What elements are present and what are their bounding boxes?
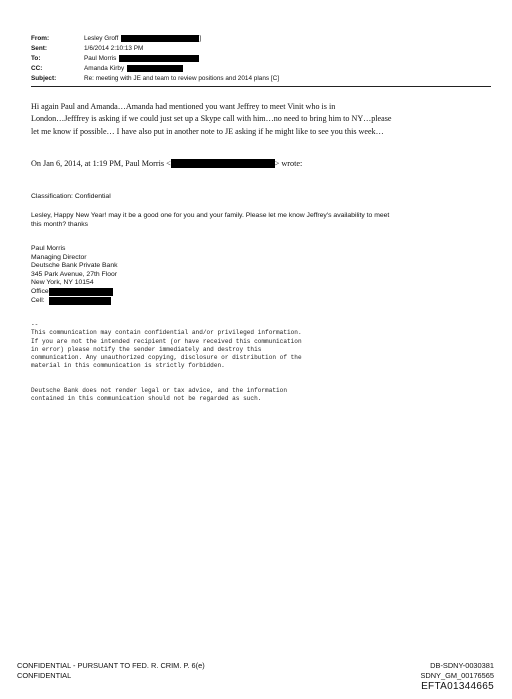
cc-name: Amanda Kirby [84, 64, 125, 72]
signature-cell-row [31, 297, 118, 306]
disclaimer-line: Deutsche Bank does not render legal or tax advice, and the information [31, 387, 287, 394]
disclaimer-line: contained in this communication should not be regarded as such. [31, 395, 262, 403]
subject-row [31, 73, 491, 83]
office-label: Office [31, 287, 49, 295]
greeting-line: Lesley, Happy New Year! may it be a good one for you and your family. Please let me know Jeffrey's availability to meet [31, 212, 390, 219]
to-name: Paul Morris [84, 54, 117, 62]
disclaimer-separator: -- [31, 321, 39, 328]
sent-label: Sent: [31, 44, 47, 52]
subject-value: Re: meeting with JE and team to review positions and 2014 plans [C] [84, 74, 280, 82]
subject-label: Subject: [31, 74, 57, 82]
quote-attribution [31, 159, 491, 168]
quoted-greeting [31, 212, 491, 229]
redaction-bar [121, 34, 202, 42]
body-line: let me know if possible… I have also put in another note to JE asking if he might like to see you this week… [31, 126, 384, 136]
bates-number: EFTA01344665 [421, 681, 494, 692]
footer-bates [420, 661, 494, 693]
disclaimer-line: This communication may contain confidential and/or privileged information. [31, 329, 302, 337]
signature-city: New York, NY 10154 [31, 279, 94, 287]
footer-right-line1: DB-SDNY-0030381 [430, 661, 494, 670]
body-line: London…Jefffrey is asking if we could just set up a Skype call with him…no need to bring him to NY…please [31, 114, 392, 124]
disclaimer-line: If you are not the intended recipient (or have received this communication [31, 337, 302, 345]
to-value [84, 55, 199, 62]
disclaimer-line: communication. Any unauthorized copying, disclosure or distribution of the [31, 354, 302, 362]
sent-value: 1/6/2014 2:10:13 PM [84, 44, 144, 52]
footer-confidential [17, 661, 205, 681]
cell-label: Cell: [31, 296, 45, 304]
redaction-bar [127, 65, 183, 72]
disclaimer-line: material in this communication is strictly forbidden. [31, 362, 225, 370]
cc-value [84, 65, 183, 72]
signature-name: Paul Morris [31, 245, 66, 252]
from-suffix: ] [199, 34, 202, 42]
signature-office-row [31, 288, 118, 297]
email-header [31, 33, 491, 87]
footer-left-line1: CONFIDENTIAL - PURSUANT TO FED. R. CRIM. P. 6(e) [17, 661, 205, 670]
redaction-bar [49, 288, 113, 296]
from-value [84, 35, 201, 42]
legal-advice-disclaimer [31, 387, 287, 404]
footer-left-line2: CONFIDENTIAL [17, 671, 72, 680]
disclaimer-line: in error) please notify the sender immediately and destroy this [31, 345, 262, 353]
to-row [31, 53, 491, 63]
from-label: From: [31, 34, 50, 42]
from-name: Lesley Groff [84, 34, 119, 42]
confidentiality-disclaimer [31, 321, 302, 371]
sent-row [31, 43, 491, 53]
email-signature [31, 245, 118, 305]
signature-company: Deutsche Bank Private Bank [31, 262, 118, 270]
from-row [31, 33, 491, 43]
signature-address: 345 Park Avenue, 27th Floor [31, 270, 118, 278]
cc-label: CC: [31, 64, 43, 72]
wrote-suffix: > wrote: [274, 159, 303, 168]
signature-title: Managing Director [31, 253, 87, 261]
body-line: Hi again Paul and Amanda…Amanda had mentioned you want Jeffrey to meet Vinit who is in [31, 102, 336, 111]
footer-right-line2: SDNY_GM_00176565 [420, 671, 494, 680]
redaction-bar [49, 297, 111, 305]
message-body [31, 101, 491, 138]
redaction-bar [171, 159, 275, 168]
cc-row [31, 63, 491, 73]
greeting-line: this month? thanks [31, 220, 89, 228]
redaction-bar [119, 55, 199, 62]
classification-label: Classification: Confidential [31, 193, 111, 200]
wrote-prefix: On Jan 6, 2014, at 1:19 PM, Paul Morris < [31, 159, 171, 168]
to-label: To: [31, 54, 41, 62]
